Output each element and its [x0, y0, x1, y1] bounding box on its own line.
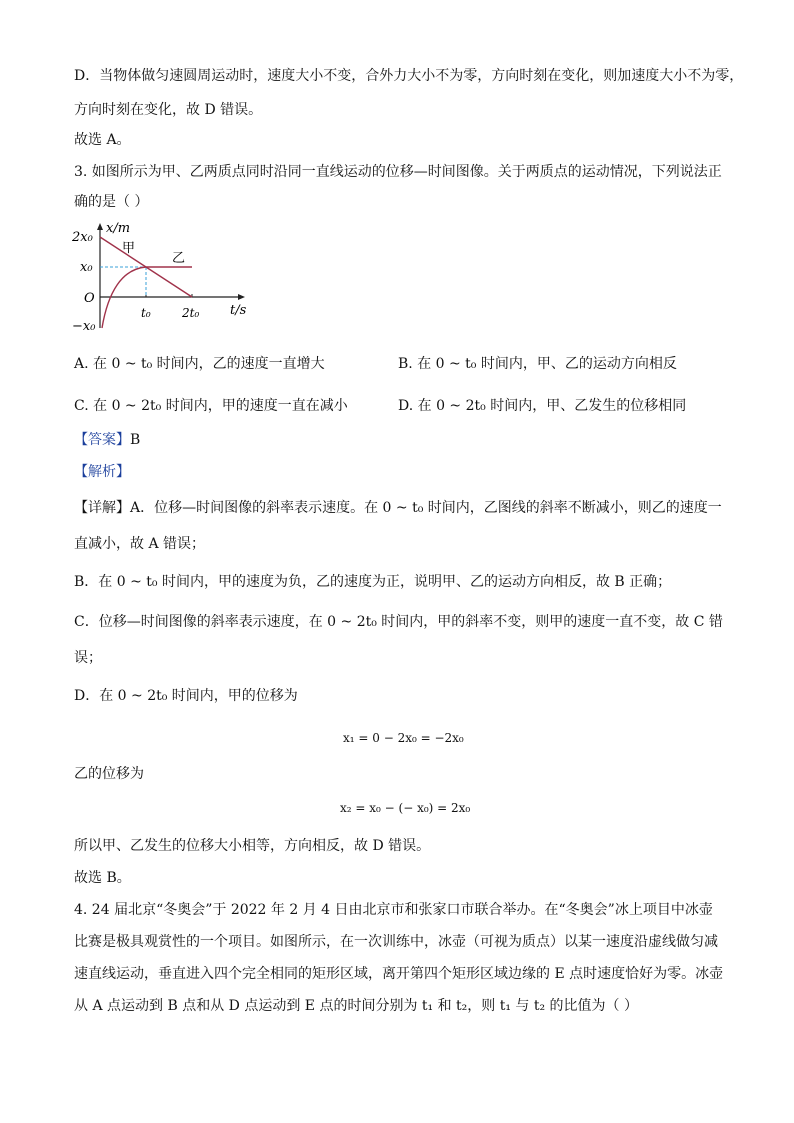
q3-detail-d-line1: D．在 0 ~ 2t₀ 时间内，甲的位移为: [74, 688, 298, 704]
q3-option-d: D. 在 0 ~ 2t₀ 时间内，甲、乙发生的位移相同: [398, 398, 687, 414]
label-origin: O: [84, 291, 95, 306]
position-time-graph: [70, 222, 260, 340]
q2-conclusion: 故选 A。: [74, 132, 131, 148]
label-t0: t₀: [141, 306, 151, 320]
label-yi: 乙: [172, 251, 186, 266]
analysis-label: 【解析】: [74, 464, 130, 480]
q3-detail-b: B．在 0 ~ t₀ 时间内，甲的速度为负，乙的速度为正，说明甲、乙的运动方向相反，故 B 正确；: [74, 574, 672, 590]
q3-detail-d-line3: 所以甲、乙发生的位移大小相等，方向相反，故 D 错误。: [74, 838, 431, 854]
equation-x1: x₁ = 0 − 2x₀ = −2x₀: [343, 731, 464, 745]
q3-analysis-label: [74, 462, 130, 482]
q3-option-c: C. 在 0 ~ 2t₀ 时间内，甲的速度一直在减小: [74, 398, 348, 414]
label-2t0: 2t₀: [182, 306, 200, 320]
equation-x2: x₂ = x₀ − (− x₀) = 2x₀: [340, 801, 471, 815]
detail-label: 【详解】: [74, 500, 130, 516]
q3-conclusion: 故选 B。: [74, 870, 131, 886]
q3-stem-line2: 确的是（ ）: [74, 194, 149, 210]
q3-detail-d-line2: 乙的位移为: [74, 766, 144, 782]
q2-option-d-line2: 方向时刻在变化，故 D 错误。: [74, 102, 263, 118]
answer-label: 【答案】: [74, 432, 130, 448]
label-minus-x0: −x₀: [72, 319, 96, 334]
label-x-axis: t/s: [230, 303, 247, 318]
q3-detail-a-line1: [74, 498, 722, 518]
q4-line4: 从 A 点运动到 B 点和从 D 点运动到 E 点的时间分别为 t₁ 和 t₂，则 t₁ 与 t₂ 的比值为（ ）: [74, 998, 638, 1014]
label-y-axis: x/m: [106, 222, 131, 236]
q3-option-b: B. 在 0 ~ t₀ 时间内，甲、乙的运动方向相反: [398, 356, 677, 372]
detail-a1-text: A．位移—时间图像的斜率表示速度。在 0 ~ t₀ 时间内，乙图线的斜率不断减小，则乙的速度一: [130, 500, 722, 516]
q3-detail-c-line2: 误；: [74, 650, 102, 666]
q2-option-d-line1: D．当物体做匀速圆周运动时，速度大小不变，合外力大小不为零，方向时刻在变化，则加速度大小不为零，: [74, 68, 744, 84]
q3-detail-c-line1: C．位移—时间图像的斜率表示速度，在 0 ~ 2t₀ 时间内，甲的斜率不变，则甲的速度一直不变，故 C 错: [74, 614, 723, 630]
q4-line3: 速直线运动，垂直进入四个完全相同的矩形区域，离开第四个矩形区域边缘的 E 点时速度恰好为零。冰壶: [74, 966, 724, 982]
label-2x0: 2x₀: [72, 230, 93, 245]
q4-line2: 比赛是极具观赏性的一个项目。如图所示，在一次训练中，冰壶（可视为质点）以某一速度沿虚线做匀减: [74, 934, 718, 950]
q3-stem-line1: 3. 如图所示为甲、乙两质点同时沿同一直线运动的位移—时间图像。关于两质点的运动情况，下列说法正: [74, 164, 722, 180]
x-axis-arrow: [238, 294, 245, 300]
q3-detail-a-line2: 直减小，故 A 错误；: [74, 536, 206, 552]
label-x0: x₀: [80, 260, 93, 275]
label-jia: 甲: [122, 241, 136, 256]
q3-option-a: A. 在 0 ~ t₀ 时间内，乙的速度一直增大: [74, 356, 325, 372]
q3-answer: [74, 430, 140, 450]
y-axis-arrow: [97, 223, 103, 230]
q4-line1: 4. 24 届北京“冬奥会”于 2022 年 2 月 4 日由北京市和张家口市联合举办。在“冬奥会”冰上项目中冰壶: [74, 902, 713, 918]
answer-value: B: [130, 432, 141, 448]
